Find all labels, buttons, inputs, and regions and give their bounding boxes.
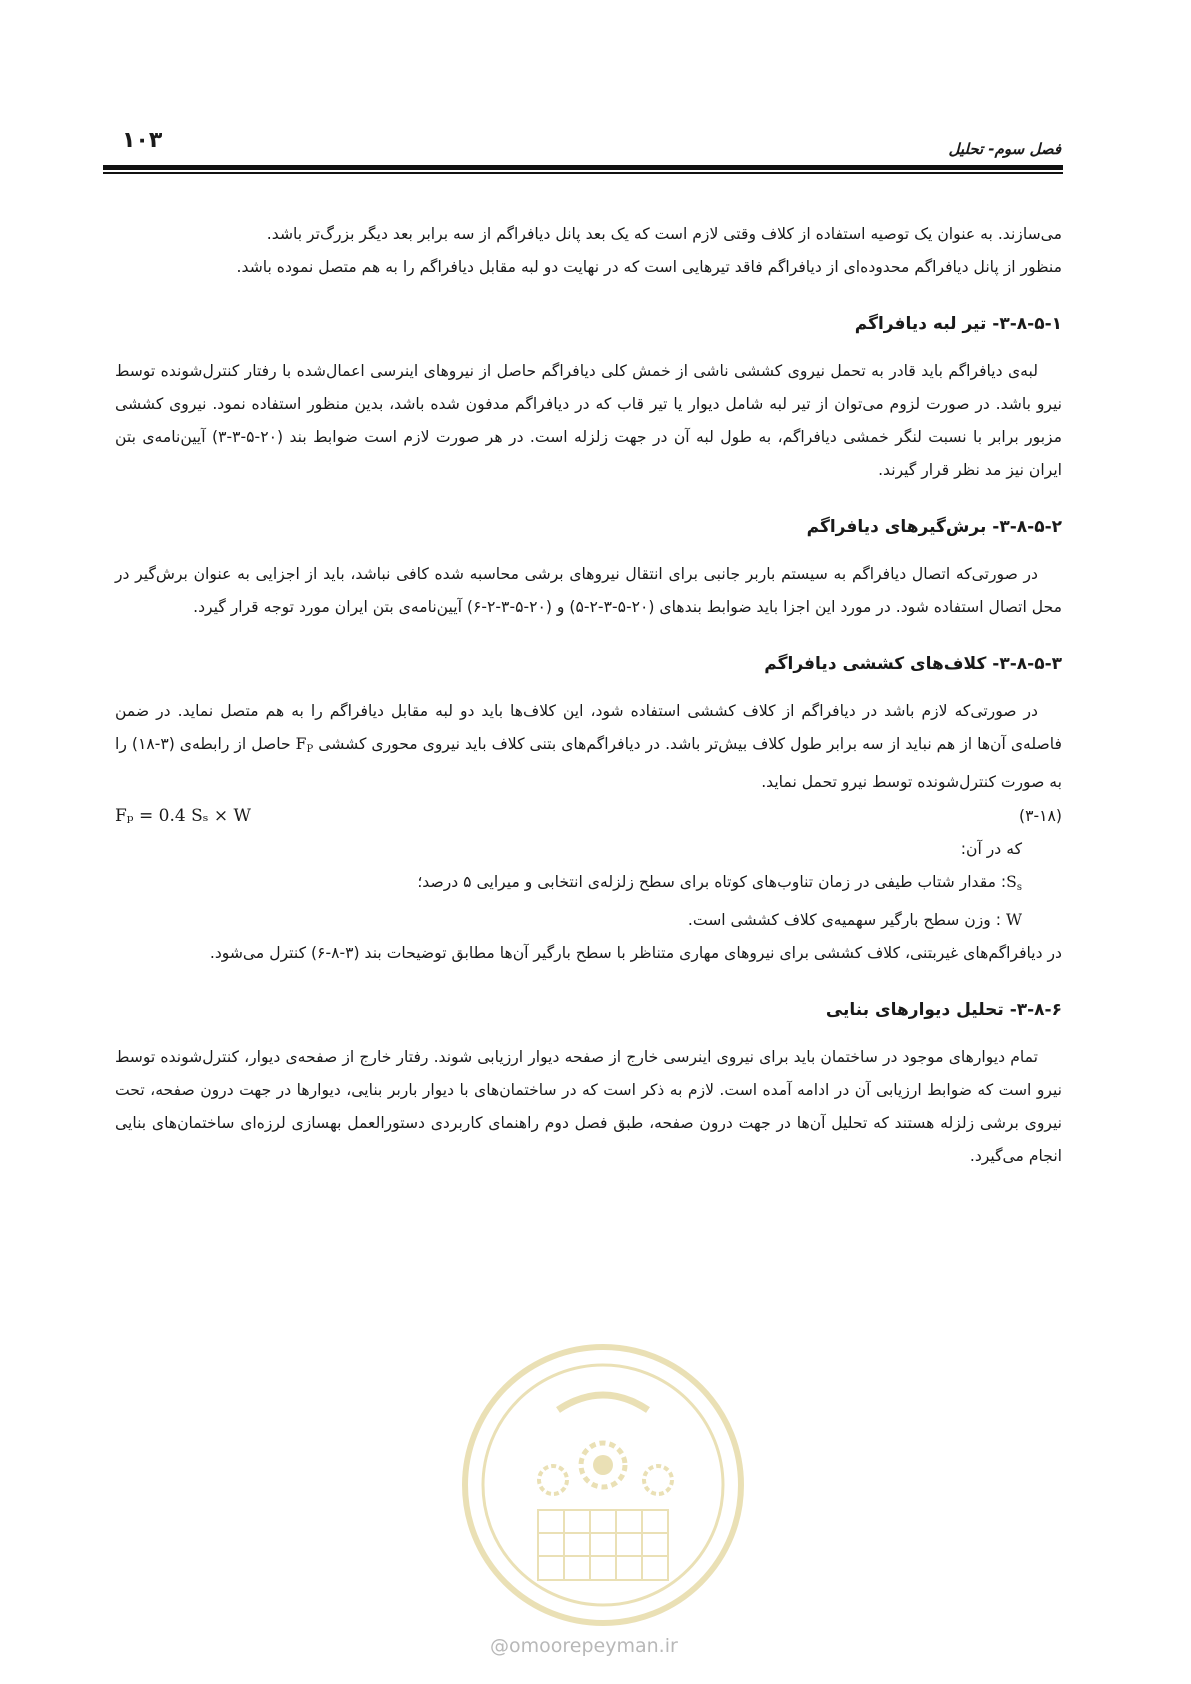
where-label: که در آن:: [960, 840, 1022, 858]
section-heading-shear-connectors: ۳-۸-۵-۲- برش‌گیرهای دیافراگم: [806, 517, 1062, 537]
equation-number: (۳-۱۸): [1019, 807, 1062, 825]
tension-ties-text-b: حاصل از رابطه‌ی (۳-۱۸) را به صورت کنترل‌شونده توسط نیرو تحمل نماید.: [115, 735, 1062, 791]
intro-line-1: می‌سازند. به عنوان یک توصیه استفاده از کلاف وقتی لازم است که یک بعد پانل دیافراگم از سه برابر بعد دیگر بزرگ‌تر باشد.: [266, 225, 1062, 243]
paragraph-non-concrete: در دیافراگم‌های غیربتنی، کلاف کششی برای نیروهای مهاری متناظر با سطح بارگیر آن‌ها مطابق توضیحات بند (۳-۸-۶) کنترل می‌شود.: [209, 944, 1062, 962]
page-content: [115, 218, 1062, 1173]
intro-line-2: منظور از پانل دیافراگم محدوده‌ای از دیافراگم فاقد تیرهایی است که در نهایت دو لبه مقابل دیافراگم را به هم متصل نموده باشد.: [236, 258, 1062, 276]
equation-formula: Fₚ = 0.4 Sₛ × W: [115, 806, 251, 826]
ss-symbol: $S_s$: [1006, 873, 1022, 893]
section-heading-masonry-walls: ۳-۸-۶- تحلیل دیوارهای بنایی: [825, 1000, 1062, 1020]
section-heading-edge-beam: ۳-۸-۵-۱- تیر لبه دیافراگم: [854, 314, 1062, 334]
equation-row: [115, 799, 1062, 833]
watermark-seal-icon: [458, 1340, 748, 1630]
header-rule-thick: [103, 165, 1063, 170]
watermark-url: @omoorepeyman.ir: [490, 1635, 678, 1657]
definition-w: W : وزن سطح بارگیر سهمیه‌ی کلاف کششی است.: [687, 911, 1022, 929]
paragraph-shear-connectors: در صورتی‌که اتصال دیافراگم به سیستم باربر جانبی برای انتقال نیروهای برشی محاسبه شده کافی نباشد، باید از اجزایی به عنوان برش‌گیر در محل اتصال استفاده شود. در مورد این اجزا باید ضوابط بندهای (۲۰-۵-۳-۲-۵) و (۲۰-۵-۳-۲-۶) آیین‌نامه‌ی بتن ایران مورد توجه قرار گیرد.: [115, 565, 1062, 616]
paragraph-edge-beam: لبه‌ی دیافراگم باید قادر به تحمل نیروی کششی ناشی از خمش کلی دیافراگم حاصل از نیروهای اینرسی اعمال‌شده با رفتار کنترل‌شونده توسط نیرو باشد. در صورت لزوم می‌توان از تیر لبه شامل دیوار یا تیر قاب که در دیافراگم مدفون شده باشد، بدین منظور استفاده نمود. نیروی کششی مزبور برابر با نسبت لنگر خمشی دیافراگم، به طول لبه آن در جهت زلزله است. در هر صورت لازم است ضوابط بند (۲۰-۵-۳-۳) آیین‌نامه‌ی بتن ایران نیز مد نظر قرار گیرند.: [115, 362, 1063, 479]
fp-symbol: $F_P$: [295, 735, 314, 755]
paragraph-tension-ties: [115, 695, 1062, 799]
section-heading-tension-ties: ۳-۸-۵-۳- کلاف‌های کششی دیافراگم: [764, 654, 1062, 674]
definition-ss: $S_s$: مقدار شتاب طیفی در زمان تناوب‌های کوتاه برای سطح زلزله‌ی انتخابی و میرایی ۵ درصد؛: [417, 873, 1022, 893]
chapter-title: فصل سوم- تحلیل: [948, 140, 1061, 158]
page-number: ۱۰۳: [122, 128, 163, 153]
tension-ties-text-a: در صورتی‌که لازم باشد در دیافراگم از کلاف کششی استفاده شود، این کلاف‌ها باید دو لبه مقابل دیافراگم را به هم متصل نماید. در ضمن فاصله‌ی آن‌ها از هم نباید از سه برابر طول کلاف بیش‌تر باشد. در دیافراگم‌های بتنی کلاف باید نیروی محوری کششی: [115, 702, 1062, 753]
w-symbol: W: [1005, 911, 1022, 929]
paragraph-masonry-walls: تمام دیوارهای موجود در ساختمان باید برای نیروی اینرسی خارج از صفحه دیوار ارزیابی شوند. رفتار خارج از صفحه‌ی دیوار، کنترل‌شونده توسط نیرو است که ضوابط ارزیابی آن در ادامه آمده است. لازم به ذکر است که در ساختمان‌های با دیوار باربر بنایی، دیوارها در جهت درون صفحه، تحت نیروی برشی زلزله هستند که تحلیل آن‌ها در جهت درون صفحه، طبق فصل دوم راهنمای کاربردی دستورالعمل بهسازی لرزه‌ای ساختمان‌های بنایی انجام می‌گیرد.: [115, 1048, 1062, 1165]
header-rule-thin: [103, 172, 1063, 174]
